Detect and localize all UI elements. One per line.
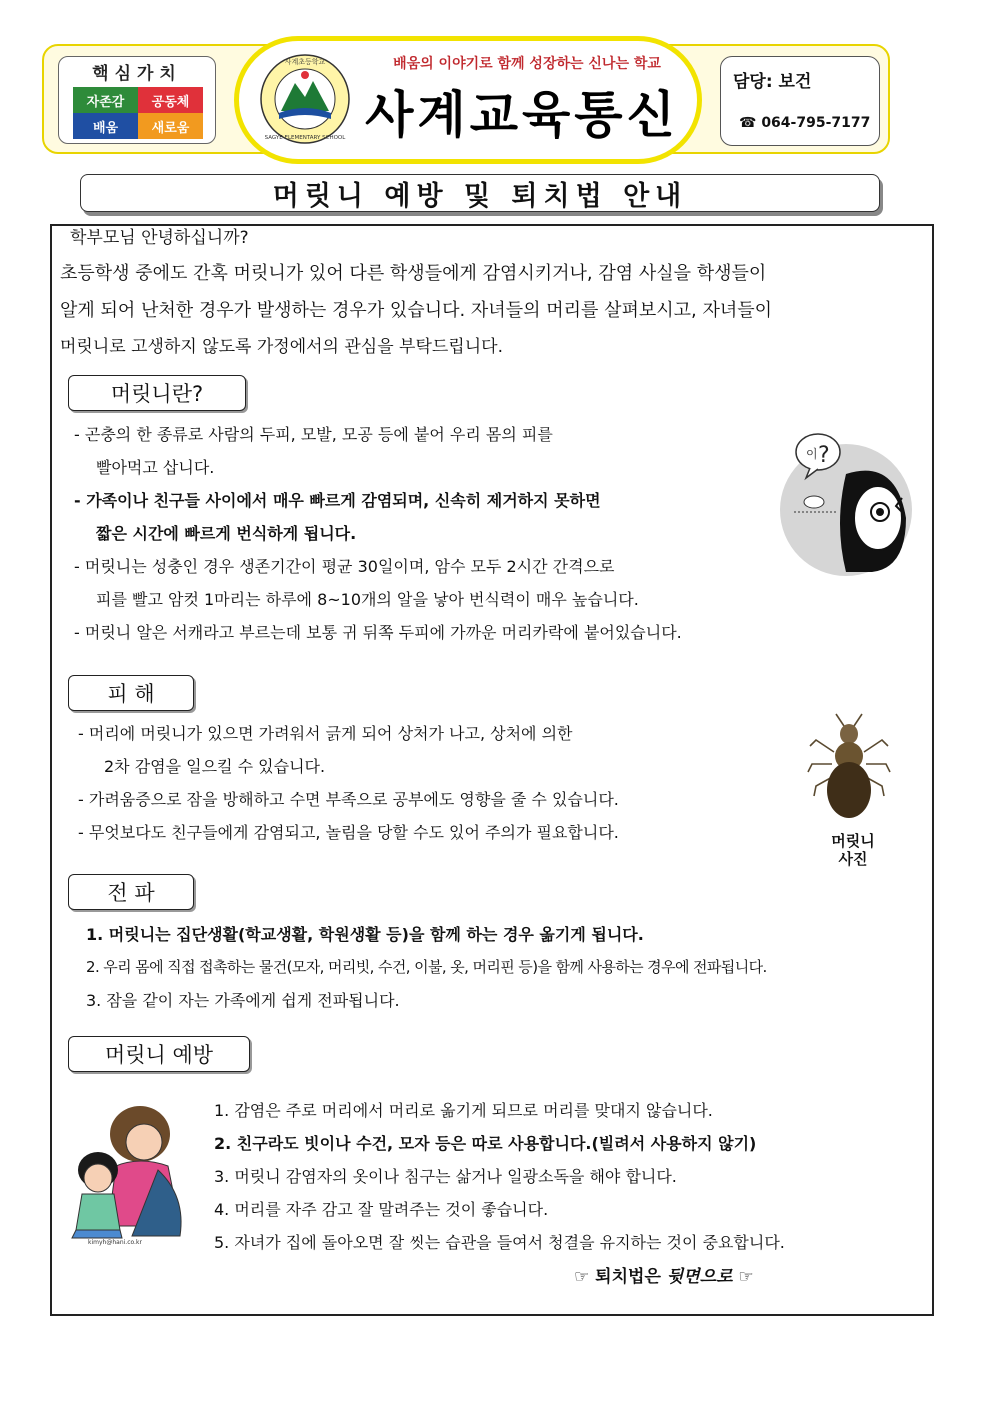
pointing-hand-icon: ☞ bbox=[574, 1267, 590, 1287]
intro bbox=[60, 222, 926, 366]
section-label-spread: 전 파 bbox=[68, 874, 194, 910]
section-line: - 머릿니 알은 서캐라고 부르는데 보통 귀 뒤쪽 두피에 가까운 머리카락에 붙어있습니다. bbox=[74, 623, 682, 642]
core-value: 자존감 bbox=[73, 87, 138, 113]
section-label-prevent: 머릿니 예방 bbox=[68, 1036, 250, 1072]
photo-caption-line: 사진 bbox=[838, 850, 868, 868]
svg-text:?: ? bbox=[818, 443, 830, 468]
section-line: 1. 감염은 주로 머리에서 머리로 옮기게 되므로 머리를 맞대지 않습니다. bbox=[214, 1101, 713, 1120]
lice-cartoon-illustration bbox=[776, 428, 916, 578]
section-line: 2. 친구라도 빗이나 수건, 모자 등은 따로 사용합니다.(빌려서 사용하지 않기) bbox=[214, 1134, 757, 1153]
section-line: 3. 잠을 같이 자는 가족에게 쉽게 전파됩니다. bbox=[86, 991, 400, 1010]
section-line: 3. 머릿니 감염자의 옷이나 침구는 삶거나 일광소독을 해야 합니다. bbox=[214, 1167, 677, 1186]
section-harm-body bbox=[78, 717, 798, 849]
school-logo bbox=[259, 53, 351, 145]
core-value: 새로움 bbox=[138, 113, 203, 139]
section-what-body bbox=[74, 418, 834, 649]
section-line: 2. 우리 몸에 직접 접촉하는 물건(모자, 머리빗, 수건, 이불, 옷, 머리핀 등)을 함께 사용하는 경우에 전파됩니다. bbox=[86, 958, 767, 976]
section-line: 2차 감염을 일으킬 수 있습니다. bbox=[104, 757, 326, 776]
logo-ring-top: 사계초등학교 bbox=[284, 58, 326, 66]
section-line: - 가족이나 친구들 사이에서 매우 빠르게 감염되며, 신속히 제거하지 못하면 bbox=[74, 491, 601, 510]
pointer-emphasis: 뒷면으로 bbox=[666, 1267, 733, 1287]
school-slogan: 배움의 이야기로 함께 성장하는 신나는 학교 bbox=[393, 56, 661, 72]
section-line: 짧은 시간에 빠르게 번식하게 됩니다. bbox=[96, 524, 357, 543]
contact-phone: ☎ 064-795-7177 bbox=[739, 115, 871, 131]
intro-line: 알게 되어 난처한 경우가 발생하는 경우가 있습니다. 자녀들의 머리를 살펴보시고, 자녀들이 bbox=[60, 300, 773, 321]
logo-ring-bottom: SAGYE ELEMENTARY SCHOOL bbox=[264, 135, 346, 141]
section-line: 1. 머릿니는 집단생활(학교생활, 학원생활 등)을 함께 하는 경우 옮기게 됩니다. bbox=[86, 925, 644, 944]
page-title: 머릿니 예방 및 퇴치법 안내 bbox=[80, 174, 880, 212]
section-line: 빨아먹고 삽니다. bbox=[96, 458, 215, 477]
intro-line: 초등학생 중에도 간혹 머릿니가 있어 다른 학생들에게 감염시키거나, 감염 사실을 학생들이 bbox=[60, 263, 767, 284]
section-line: 피를 빨고 암컷 1마리는 하루에 8~10개의 알을 낳아 번식력이 매우 높습니다. bbox=[96, 590, 639, 609]
title-oval bbox=[234, 36, 702, 164]
intro-line: 머릿니로 고생하지 않도록 가정에서의 관심을 부탁드립니다. bbox=[60, 337, 503, 357]
head-louse-photo bbox=[806, 712, 892, 822]
back-page-pointer bbox=[574, 1262, 754, 1287]
contact-person: 담당: 보건 bbox=[733, 72, 812, 92]
parent-checking-child-illustration bbox=[60, 1086, 202, 1246]
core-value: 공동체 bbox=[138, 87, 203, 113]
illustration-credit: kimyh@hani.co.kr bbox=[88, 1239, 142, 1246]
pointer-text: 퇴치법은 bbox=[595, 1267, 661, 1287]
core-value: 배움 bbox=[73, 113, 138, 139]
core-values-title: 핵심가치 bbox=[92, 64, 182, 84]
section-line: - 머릿니는 성충인 경우 생존기간이 평균 30일이며, 암수 모두 2시간 간격으로 bbox=[74, 557, 615, 576]
photo-caption bbox=[828, 832, 878, 868]
photo-caption-line: 머릿니 bbox=[831, 832, 875, 850]
pointing-hand-icon: ☞ bbox=[738, 1267, 754, 1287]
core-values-grid bbox=[73, 87, 203, 139]
newsletter-title: 사계교육통신 bbox=[365, 86, 679, 144]
section-line: 5. 자녀가 집에 돌아오면 잘 씻는 습관을 들여서 청결을 유지하는 것이 중요합니다. bbox=[214, 1233, 785, 1252]
contact-box bbox=[720, 56, 880, 146]
section-line: - 곤충의 한 종류로 사람의 두피, 모발, 모공 등에 붙어 우리 몸의 피를 bbox=[74, 425, 553, 444]
section-line: 4. 머리를 자주 감고 잘 말려주는 것이 좋습니다. bbox=[214, 1200, 549, 1219]
intro-greeting: 학부모님 안녕하십니까? bbox=[70, 228, 249, 248]
section-label-harm: 피 해 bbox=[68, 675, 194, 711]
section-spread-body bbox=[86, 918, 926, 1017]
section-line: - 무엇보다도 친구들에게 감염되고, 놀림을 당할 수도 있어 주의가 필요합니다. bbox=[78, 823, 619, 842]
core-values-box bbox=[58, 56, 216, 144]
section-line: - 머리에 머릿니가 있으면 가려워서 긁게 되어 상처가 나고, 상처에 의한 bbox=[78, 724, 573, 743]
section-label-what: 머릿니란? bbox=[68, 375, 246, 411]
section-line: - 가려움증으로 잠을 방해하고 수면 부족으로 공부에도 영향을 줄 수 있습니다. bbox=[78, 790, 619, 809]
section-prevent-body bbox=[214, 1094, 914, 1259]
bubble-text: 이 bbox=[806, 447, 818, 461]
